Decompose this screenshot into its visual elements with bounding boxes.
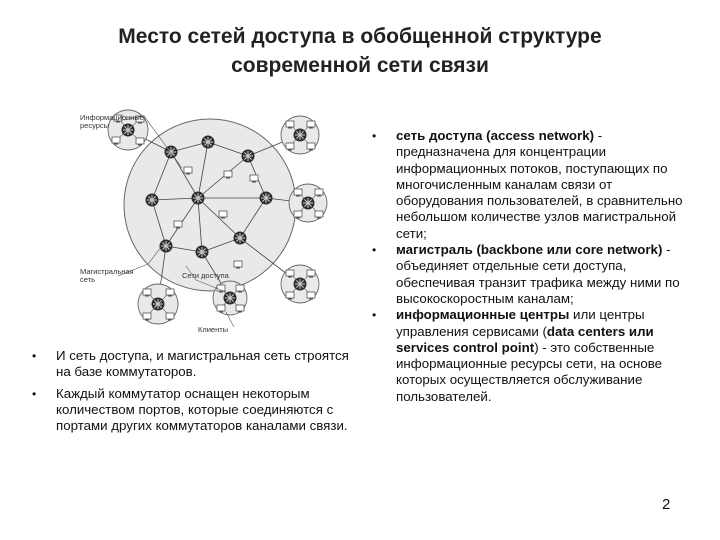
- term-backbone: магистраль (backbone или core network): [396, 242, 663, 258]
- label-info-resources-2: ресурсы: [80, 121, 110, 130]
- text-info-centers-mid: или центры управления сервисами (: [396, 307, 645, 339]
- term-access-network: сеть доступа (access network): [396, 128, 595, 143]
- label-clients: Клиенты: [198, 325, 229, 334]
- left-bullet-list: [32, 348, 352, 439]
- page-number: 2: [662, 496, 671, 513]
- right-bullet-backbone: [372, 242, 692, 307]
- left-bullet-2: • Каждый коммутатор оснащен некоторым количеством портов, которые соединяются с портами других коммутаторов каналами связи.: [32, 386, 352, 435]
- left-bullet-1: • И сеть доступа, и магистральная сеть строятся на базе коммутаторов.: [32, 348, 352, 381]
- right-bullet-list: [372, 128, 692, 405]
- title-line-1: Место сетей доступа в обобщенной структуре: [118, 25, 602, 48]
- right-bullet-access-network: [372, 128, 692, 242]
- title-line-2: современной сети связи: [231, 54, 489, 77]
- label-info-resources-1: Информационные: [80, 113, 144, 122]
- term-info-centers: информационные центры: [396, 307, 570, 323]
- label-backbone-1: Магистральная: [80, 267, 134, 276]
- label-backbone-2: сеть: [80, 275, 96, 284]
- network-diagram: [78, 86, 340, 340]
- slide-title: [60, 22, 660, 80]
- term-data-centers: data centers или services control point: [396, 323, 654, 355]
- label-access-networks: Сети доступа: [182, 271, 229, 280]
- text-info-centers: ) - это собственные информационные ресурсы сети, на основе которых осуществляется обслуживание пользователей.: [396, 339, 663, 404]
- network-diagram-svg: [78, 86, 340, 340]
- right-bullet-info-centers: [372, 307, 692, 405]
- text-backbone: - объединяет отдельные сети доступа, обеспечивая транзит трафика между ними по высокоскоростным каналам;: [396, 242, 680, 306]
- text-access-network: - предназначена для концентрации информационных потоков, поступающих по многочисленным каналам связи от оборудования пользователей, в сравнительно небольшом количестве узлов магистральной сети;: [396, 128, 683, 241]
